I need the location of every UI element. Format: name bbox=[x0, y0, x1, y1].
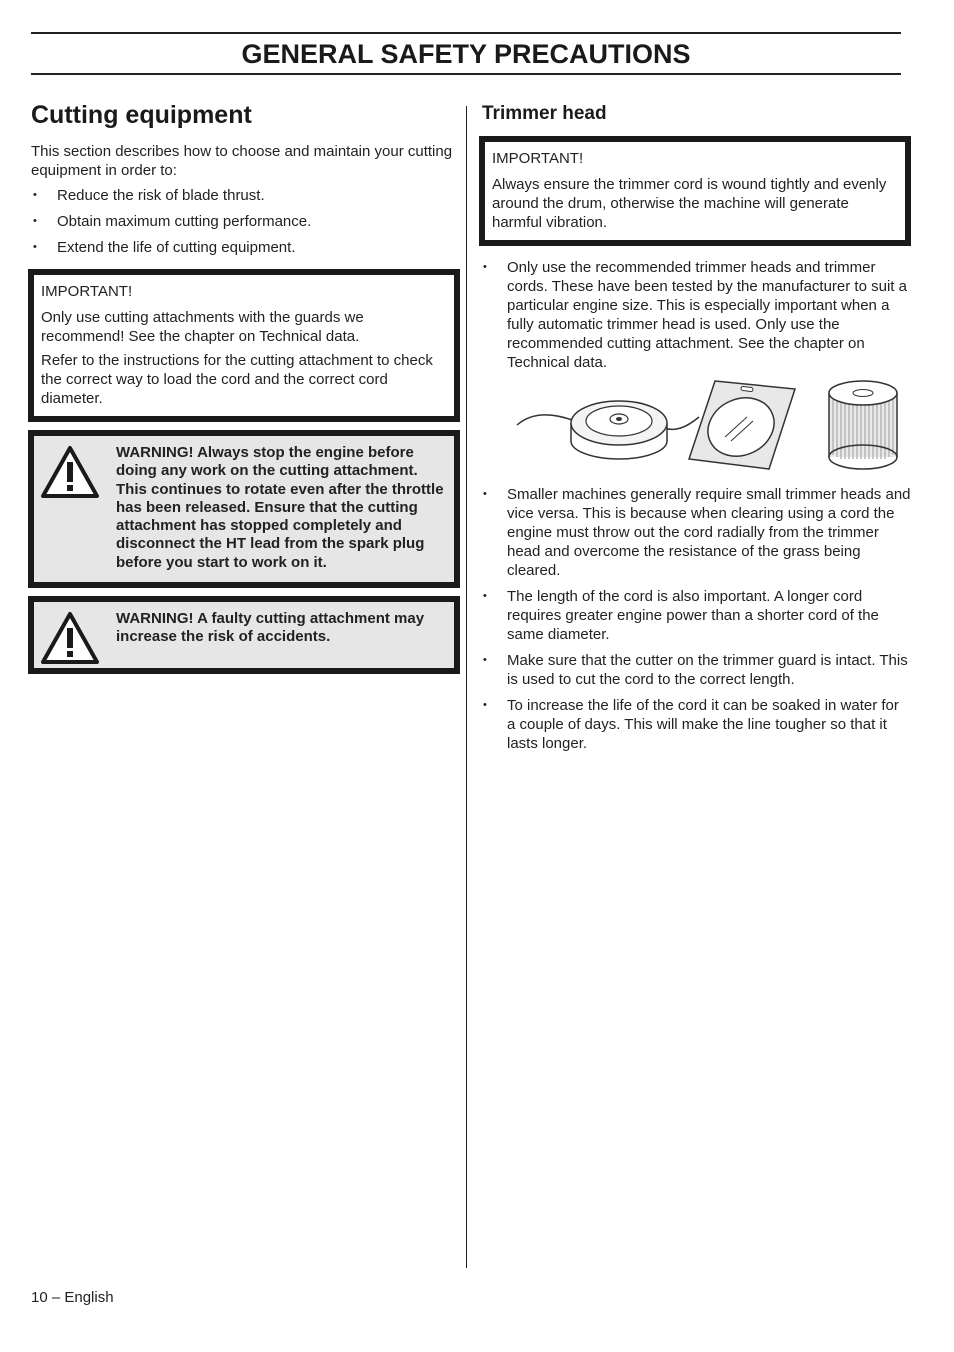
cord-package-illustration bbox=[685, 379, 797, 471]
section-title-cutting-equipment: Cutting equipment bbox=[31, 101, 252, 129]
list-item: • Only use the recommended trimmer heads and trimmer cords. These have been tested by the manufacturer to suit a particular engine size. This is especially important when a fully automatic trimmer head is used. Only use the recommended cutting attachment. See the chapter on Technical data. bbox=[483, 259, 907, 371]
list-item: • Reduce the risk of blade thrust. bbox=[33, 187, 265, 204]
warning-text: WARNING! A faulty cutting attachment may increase the risk of accidents. bbox=[116, 610, 425, 646]
trimmer-head-illustration bbox=[515, 387, 701, 467]
warning-box-stop-engine bbox=[28, 430, 460, 588]
trimmer-bullet-list-bottom bbox=[481, 485, 911, 753]
left-column bbox=[31, 98, 459, 674]
product-illustration-strip bbox=[481, 379, 911, 473]
bullet-glyph: • bbox=[33, 189, 37, 201]
list-item: • To increase the life of the cord it can be soaked in water for a couple of days. This will make the line tougher so that it lasts longer. bbox=[483, 697, 899, 752]
bullet-glyph: • bbox=[483, 261, 487, 273]
warning-text: WARNING! Always stop the engine before doing any work on the cutting attachment. This continues to rotate even after the throttle has been released. Ensure that the cutting attachment has stopped completely and disconnect the HT lead from the spark plug before you start to work on it. bbox=[116, 444, 444, 571]
important-paragraph: Refer to the instructions for the cutting attachment to check the correct way to load the cord and the correct cord diameter. bbox=[41, 352, 433, 407]
list-item: • The length of the cord is also important. A longer cord requires greater engine power than a shorter cord of the same diameter. bbox=[483, 588, 879, 643]
bullet-glyph: • bbox=[483, 699, 487, 711]
page-footer: 10 – English bbox=[31, 1289, 114, 1306]
intro-paragraph: This section describes how to choose and maintain your cutting equipment in order to: bbox=[31, 143, 453, 179]
list-item: • Smaller machines generally require small trimmer heads and vice versa. This is because when clearing using a cord the engine must throw out the cord radially from the trimmer head and overcome the resistance of the grass being cleared. bbox=[483, 486, 911, 579]
page-title: GENERAL SAFETY PRECAUTIONS bbox=[241, 39, 691, 69]
important-heading: IMPORTANT! bbox=[41, 283, 133, 300]
bullet-glyph: • bbox=[33, 215, 37, 227]
right-column bbox=[481, 98, 911, 760]
warning-triangle-icon bbox=[40, 444, 100, 500]
list-item: • Obtain maximum cutting performance. bbox=[33, 213, 312, 230]
cord-spool-illustration bbox=[825, 379, 901, 471]
list-item: • Extend the life of cutting equipment. bbox=[33, 239, 296, 256]
intro-bullet-list bbox=[31, 186, 459, 257]
list-item: • Make sure that the cutter on the trimmer guard is intact. This is used to cut the cord to the correct length. bbox=[483, 652, 908, 688]
trimmer-bullet-list-top bbox=[481, 258, 911, 372]
warning-triangle-icon bbox=[40, 610, 100, 666]
column-divider bbox=[466, 106, 467, 1268]
important-box-guards bbox=[28, 269, 460, 422]
important-paragraph: Only use cutting attachments with the guards we recommend! See the chapter on Technical data. bbox=[41, 309, 364, 345]
important-heading: IMPORTANT! bbox=[492, 150, 584, 167]
section-title-trimmer-head: Trimmer head bbox=[482, 103, 607, 124]
bullet-glyph: • bbox=[483, 488, 487, 500]
bullet-glyph: • bbox=[483, 654, 487, 666]
warning-box-faulty-attachment bbox=[28, 596, 460, 674]
important-box-cord-winding bbox=[479, 136, 911, 246]
important-paragraph: Always ensure the trimmer cord is wound tightly and evenly around the drum, otherwise the machine will generate harmful vibration. bbox=[492, 176, 887, 231]
bullet-glyph: • bbox=[33, 241, 37, 253]
bullet-glyph: • bbox=[483, 590, 487, 602]
header-rule-bottom bbox=[31, 73, 901, 75]
header-rule-top bbox=[31, 32, 901, 34]
